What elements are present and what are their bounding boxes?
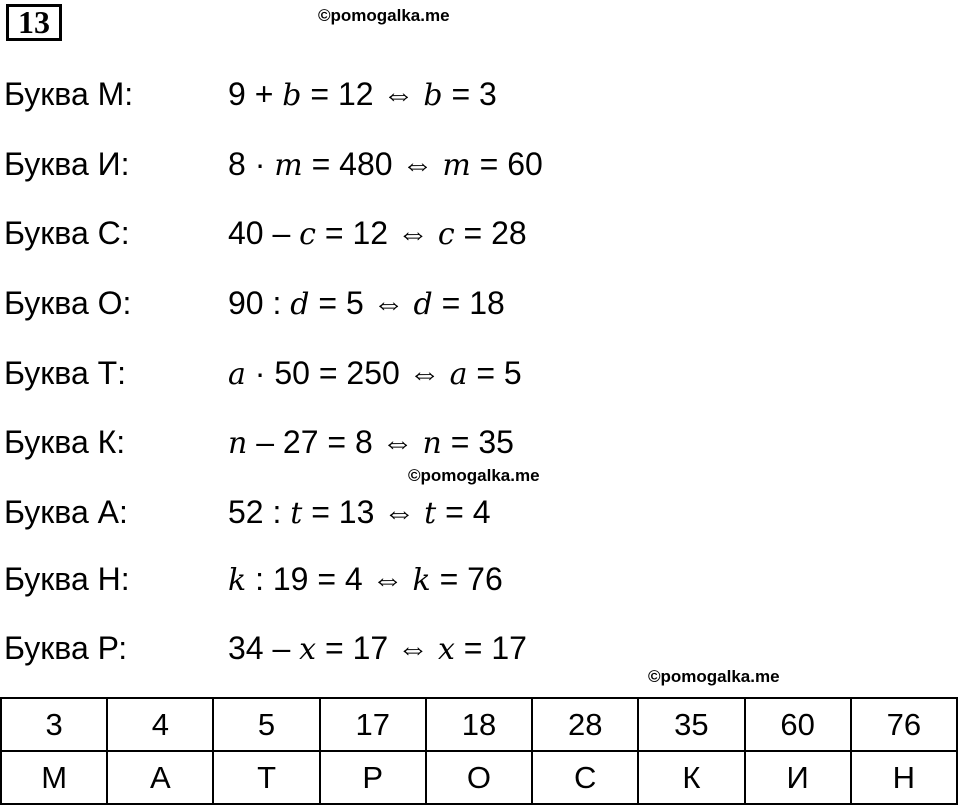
number-cell: 4 [107, 698, 213, 751]
letter-label: Буква И: [4, 146, 130, 182]
equation: 40 – c = 12 ⇔ c = 28 [228, 215, 527, 252]
letters-row [1, 751, 957, 804]
numbers-row [1, 698, 957, 751]
task-number-box: 13 [6, 4, 62, 41]
letter-label: Буква О: [4, 285, 132, 321]
letter-label: Буква С: [4, 215, 130, 251]
letter-label: Буква А: [4, 494, 128, 530]
equation: 34 – x = 17 ⇔ x = 17 [228, 630, 527, 667]
watermark: ©pomogalka.me [648, 667, 780, 686]
letter-cell: И [745, 751, 851, 804]
letter-label: Буква Р: [4, 630, 128, 666]
equation: 8 · m = 480 ⇔ m = 60 [228, 146, 543, 183]
number-cell: 17 [320, 698, 426, 751]
letter-cell: О [426, 751, 532, 804]
equation: 52 : t = 13 ⇔ t = 4 [228, 494, 491, 531]
watermark: ©pomogalka.me [318, 6, 450, 25]
letter-cell: М [1, 751, 107, 804]
equation: a · 50 = 250 ⇔ a = 5 [228, 355, 522, 392]
letter-cell: А [107, 751, 213, 804]
letter-label: Буква М: [4, 76, 134, 112]
letter-label: Буква К: [4, 424, 126, 460]
letter-cell: Р [320, 751, 426, 804]
number-cell: 35 [638, 698, 744, 751]
number-cell: 18 [426, 698, 532, 751]
number-cell: 28 [532, 698, 638, 751]
number-cell: 3 [1, 698, 107, 751]
equation: n – 27 = 8 ⇔ n = 35 [228, 424, 514, 461]
letter-label: Буква Т: [4, 355, 127, 391]
equation: k : 19 = 4 ⇔ k = 76 [228, 561, 503, 598]
letter-label: Буква Н: [4, 561, 130, 597]
number-cell: 76 [851, 698, 957, 751]
letter-cell: Н [851, 751, 957, 804]
equation: 90 : d = 5 ⇔ d = 18 [228, 285, 505, 322]
number-cell: 5 [213, 698, 319, 751]
letter-cell: С [532, 751, 638, 804]
equation: 9 + b = 12 ⇔ b = 3 [228, 76, 497, 113]
number-cell: 60 [745, 698, 851, 751]
answer-table [0, 697, 958, 805]
watermark: ©pomogalka.me [408, 466, 540, 485]
letter-cell: К [638, 751, 744, 804]
letter-cell: Т [213, 751, 319, 804]
